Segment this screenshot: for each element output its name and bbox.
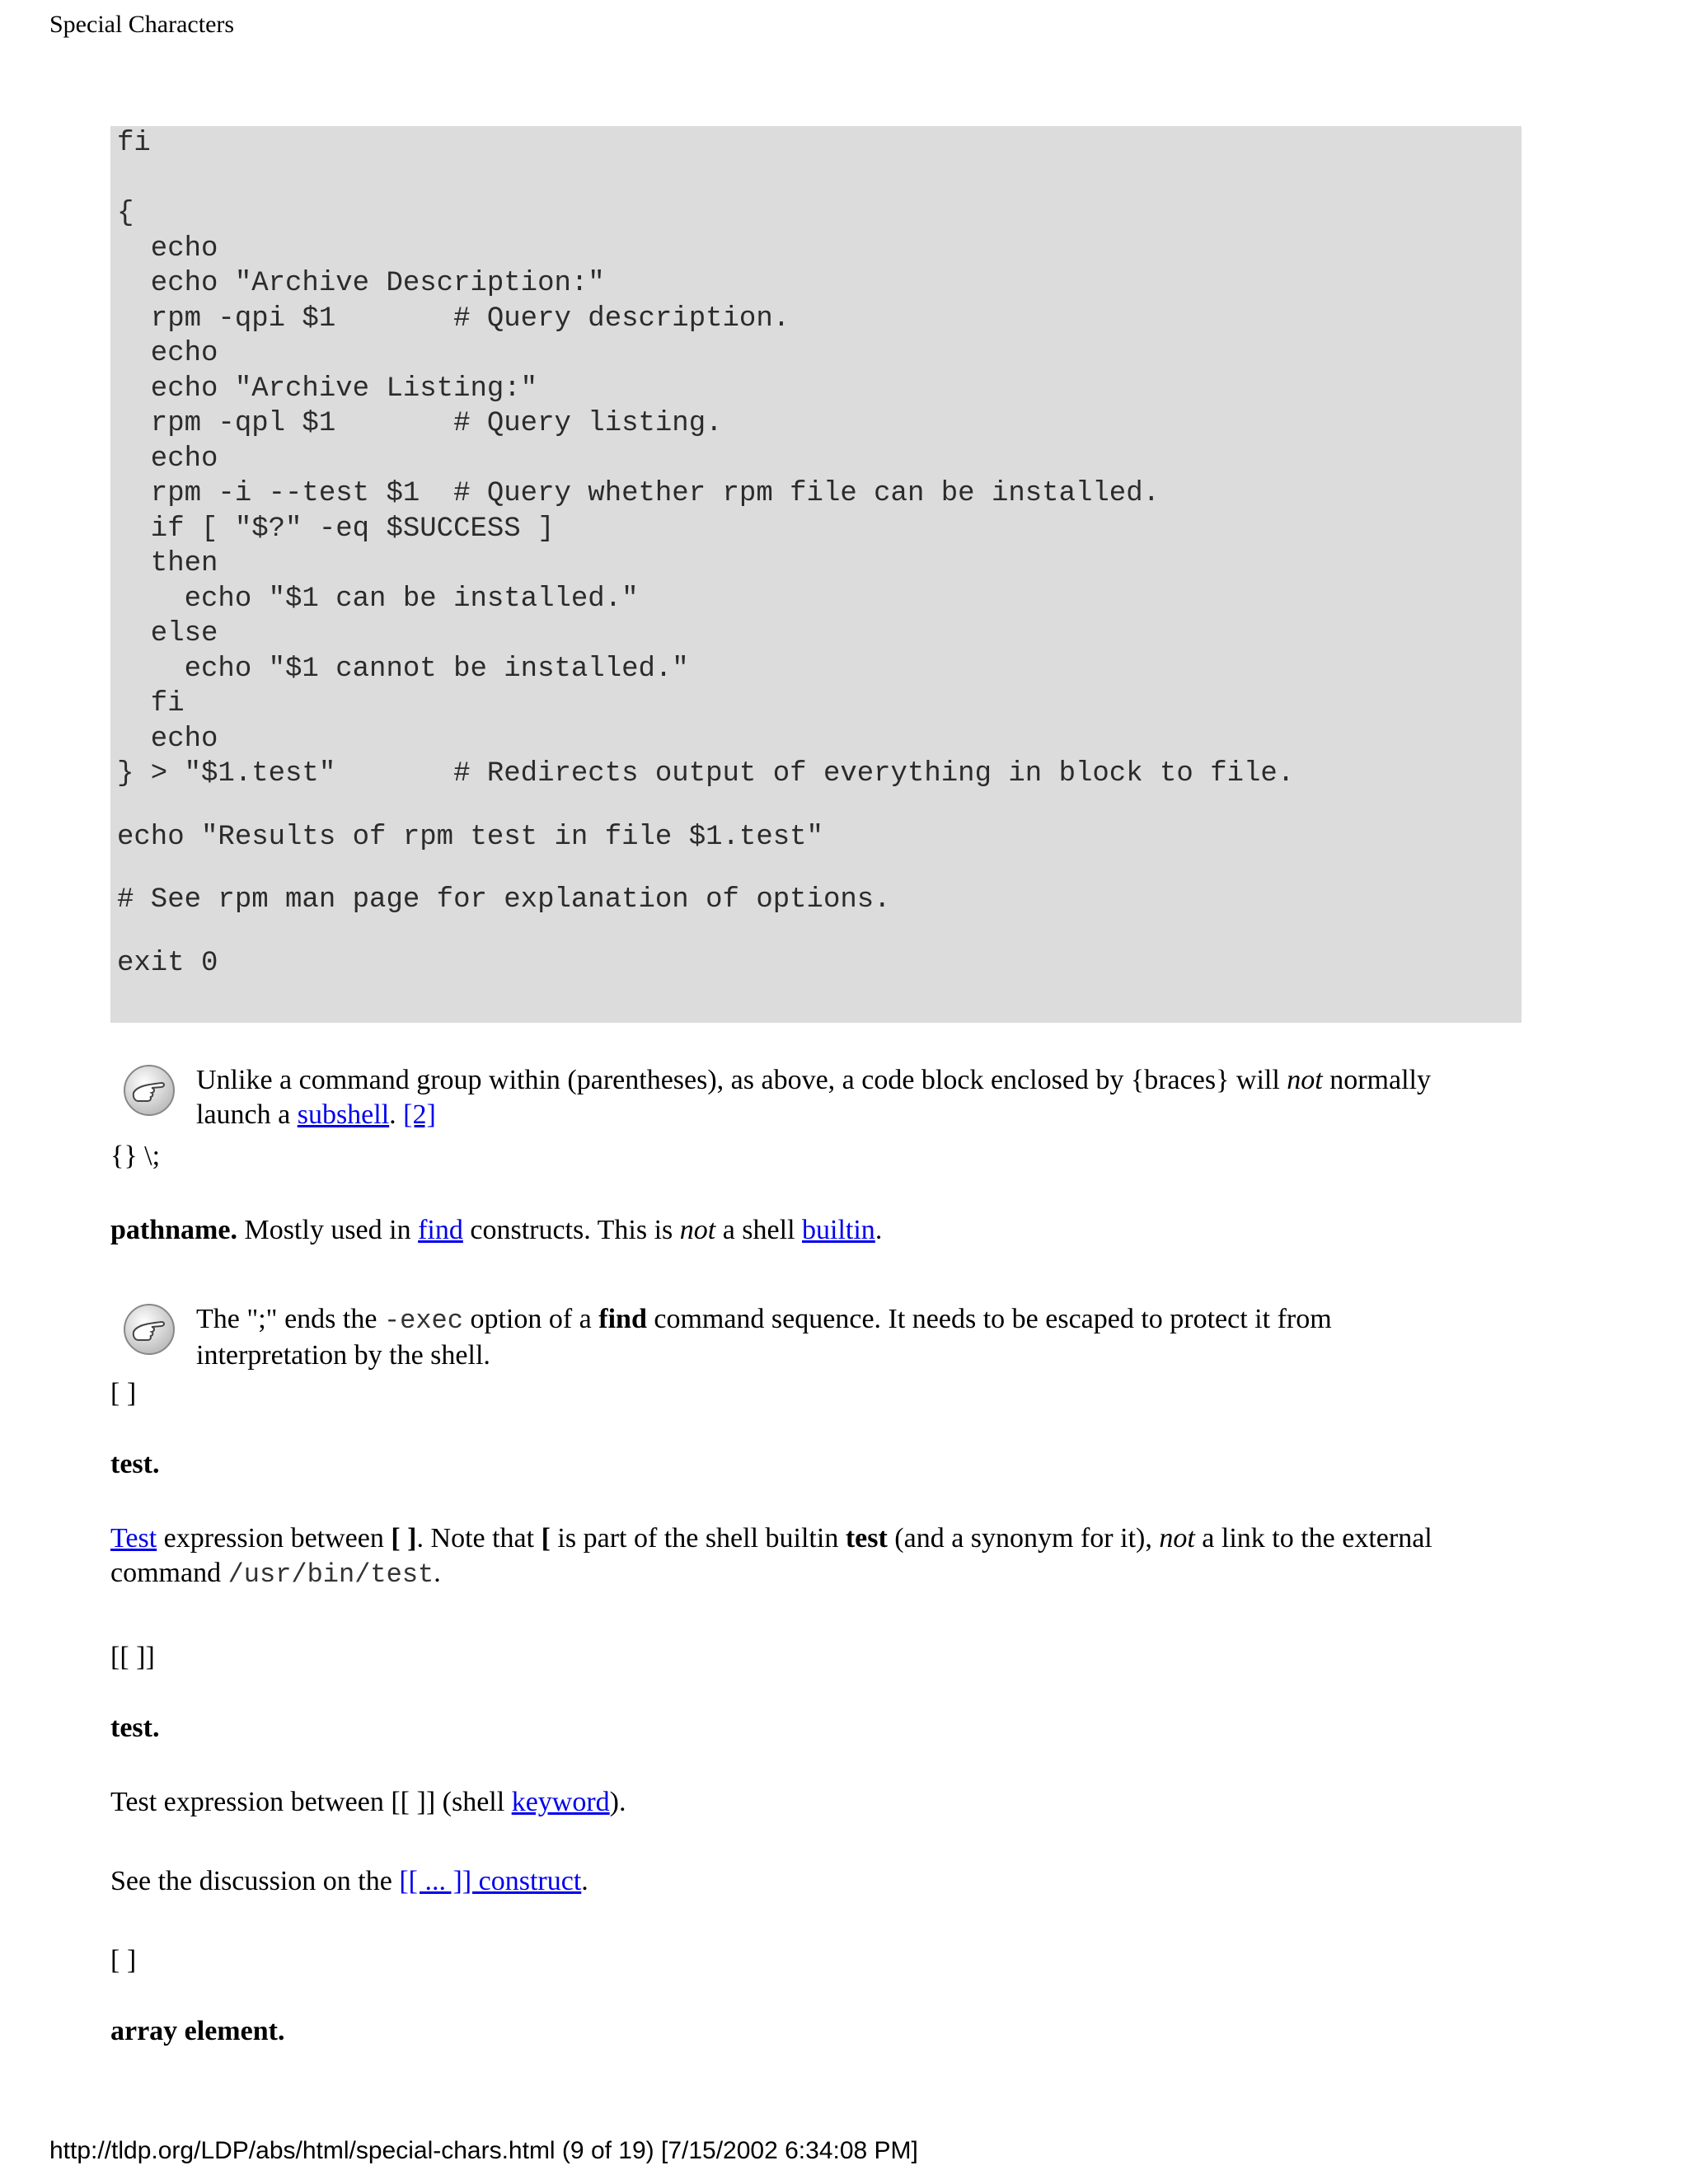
find-link[interactable]: find bbox=[418, 1215, 463, 1245]
page-header-title: Special Characters bbox=[49, 11, 235, 38]
code-line: } > "$1.test" # Redirects output of everything in block to file. bbox=[117, 758, 1295, 790]
note-text-segment: option of a bbox=[462, 1304, 599, 1334]
code-line: echo bbox=[117, 338, 218, 369]
array-element-bold: array element. bbox=[110, 2016, 285, 2046]
pointing-hand-note-icon bbox=[122, 1302, 176, 1357]
note-text-segment: command sequence. It needs to be escaped to protect it from interpretation by the shell. bbox=[196, 1304, 1332, 1371]
note-text-segment: The ";" ends the bbox=[196, 1304, 384, 1334]
term-braces-semicolon: {} \; bbox=[110, 1141, 161, 1171]
pointing-hand-note-icon bbox=[122, 1063, 176, 1118]
emphasis-not: not bbox=[1159, 1523, 1195, 1554]
text-segment: a shell bbox=[715, 1215, 803, 1245]
double-bracket-description bbox=[110, 1785, 626, 1820]
code-line: { bbox=[117, 198, 134, 229]
code-line: echo bbox=[117, 723, 218, 755]
text-segment: ). bbox=[609, 1787, 626, 1817]
code-line: rpm -i --test $1 # Query whether rpm file can be installed. bbox=[117, 478, 1160, 509]
double-bracket-construct-link[interactable]: [[ ... ]] construct bbox=[399, 1866, 582, 1896]
emphasis-not: not bbox=[1287, 1065, 1323, 1095]
find-command-bold: find bbox=[598, 1304, 647, 1334]
footnote-2-link[interactable]: [2] bbox=[403, 1099, 436, 1130]
code-line: rpm -qpl $1 # Query listing. bbox=[117, 408, 723, 439]
text-segment: . bbox=[874, 1215, 883, 1245]
inline-code: /usr/bin/test bbox=[227, 1559, 434, 1590]
bold-open-bracket: [ bbox=[541, 1523, 551, 1554]
test-label-bold: test. bbox=[110, 1713, 160, 1743]
text-segment: (and a synonym for it), bbox=[887, 1523, 1160, 1554]
code-line: echo bbox=[117, 232, 218, 265]
inline-code: -exec bbox=[383, 1305, 463, 1336]
note-text bbox=[196, 1063, 1482, 1132]
text-segment: . bbox=[434, 1558, 441, 1588]
note-text-segment: normally launch a bbox=[196, 1065, 1431, 1130]
pathname-label: pathname. bbox=[110, 1215, 237, 1245]
text-segment: a link to the external command bbox=[110, 1523, 1432, 1588]
builtin-link[interactable]: builtin bbox=[802, 1215, 875, 1245]
code-line: then bbox=[117, 548, 218, 579]
test-link[interactable]: Test bbox=[110, 1523, 157, 1554]
bold-brackets: [ ] bbox=[391, 1523, 417, 1554]
test-description bbox=[110, 1521, 1528, 1592]
term-brackets-array: [ ] bbox=[110, 1945, 137, 1975]
text-segment: Mostly used in bbox=[237, 1215, 419, 1245]
code-block bbox=[110, 126, 1522, 1023]
code-line: else bbox=[117, 618, 218, 649]
code-line: echo "$1 can be installed." bbox=[117, 583, 639, 615]
code-line: echo "Results of rpm test in file $1.test" bbox=[117, 821, 823, 853]
code-line: echo "Archive Description:" bbox=[117, 268, 605, 299]
term-double-brackets: [[ ]] bbox=[110, 1642, 155, 1672]
text-segment: constructs. This is bbox=[462, 1215, 680, 1245]
code-line bbox=[117, 162, 1522, 197]
subshell-link[interactable]: subshell bbox=[297, 1099, 390, 1130]
page-footer-url: http://tldp.org/LDP/abs/html/special-chars.html (9 of 19) [7/15/2002 6:34:08 PM] bbox=[49, 2137, 918, 2164]
note-text-segment: . bbox=[389, 1099, 404, 1130]
test-label bbox=[110, 1447, 159, 1482]
text-segment: Test expression between [[ ]] (shell bbox=[110, 1787, 512, 1817]
emphasis-not: not bbox=[679, 1215, 716, 1245]
code-line: echo "$1 cannot be installed." bbox=[117, 653, 689, 685]
text-segment: . bbox=[581, 1866, 588, 1896]
code-line: if [ "$?" -eq $SUCCESS ] bbox=[117, 513, 555, 545]
code-line: # See rpm man page for explanation of options. bbox=[117, 884, 891, 916]
term-brackets: [ ] bbox=[110, 1378, 137, 1408]
code-line: exit 0 bbox=[117, 947, 218, 979]
text-segment: expression between bbox=[157, 1523, 392, 1554]
see-discussion bbox=[110, 1864, 588, 1899]
code-line: echo "Archive Listing:" bbox=[117, 373, 538, 405]
bold-test: test bbox=[845, 1523, 888, 1554]
code-line: fi bbox=[117, 688, 185, 719]
code-line: echo bbox=[117, 443, 218, 475]
text-segment: is part of the shell builtin bbox=[550, 1523, 846, 1554]
test-label-bold: test. bbox=[110, 1449, 160, 1479]
array-element-label bbox=[110, 2014, 284, 2049]
keyword-link[interactable]: keyword bbox=[511, 1787, 610, 1817]
pathname-description bbox=[110, 1213, 882, 1248]
test-label bbox=[110, 1711, 159, 1746]
code-line: rpm -qpi $1 # Query description. bbox=[117, 302, 790, 335]
note-text-segment: Unlike a command group within (parentheses), as above, a code block enclosed by {braces} will bbox=[196, 1065, 1287, 1095]
text-segment: See the discussion on the bbox=[110, 1866, 400, 1896]
code-line: fi bbox=[117, 128, 151, 159]
note-text bbox=[196, 1302, 1482, 1373]
text-segment: . Note that bbox=[416, 1523, 542, 1554]
